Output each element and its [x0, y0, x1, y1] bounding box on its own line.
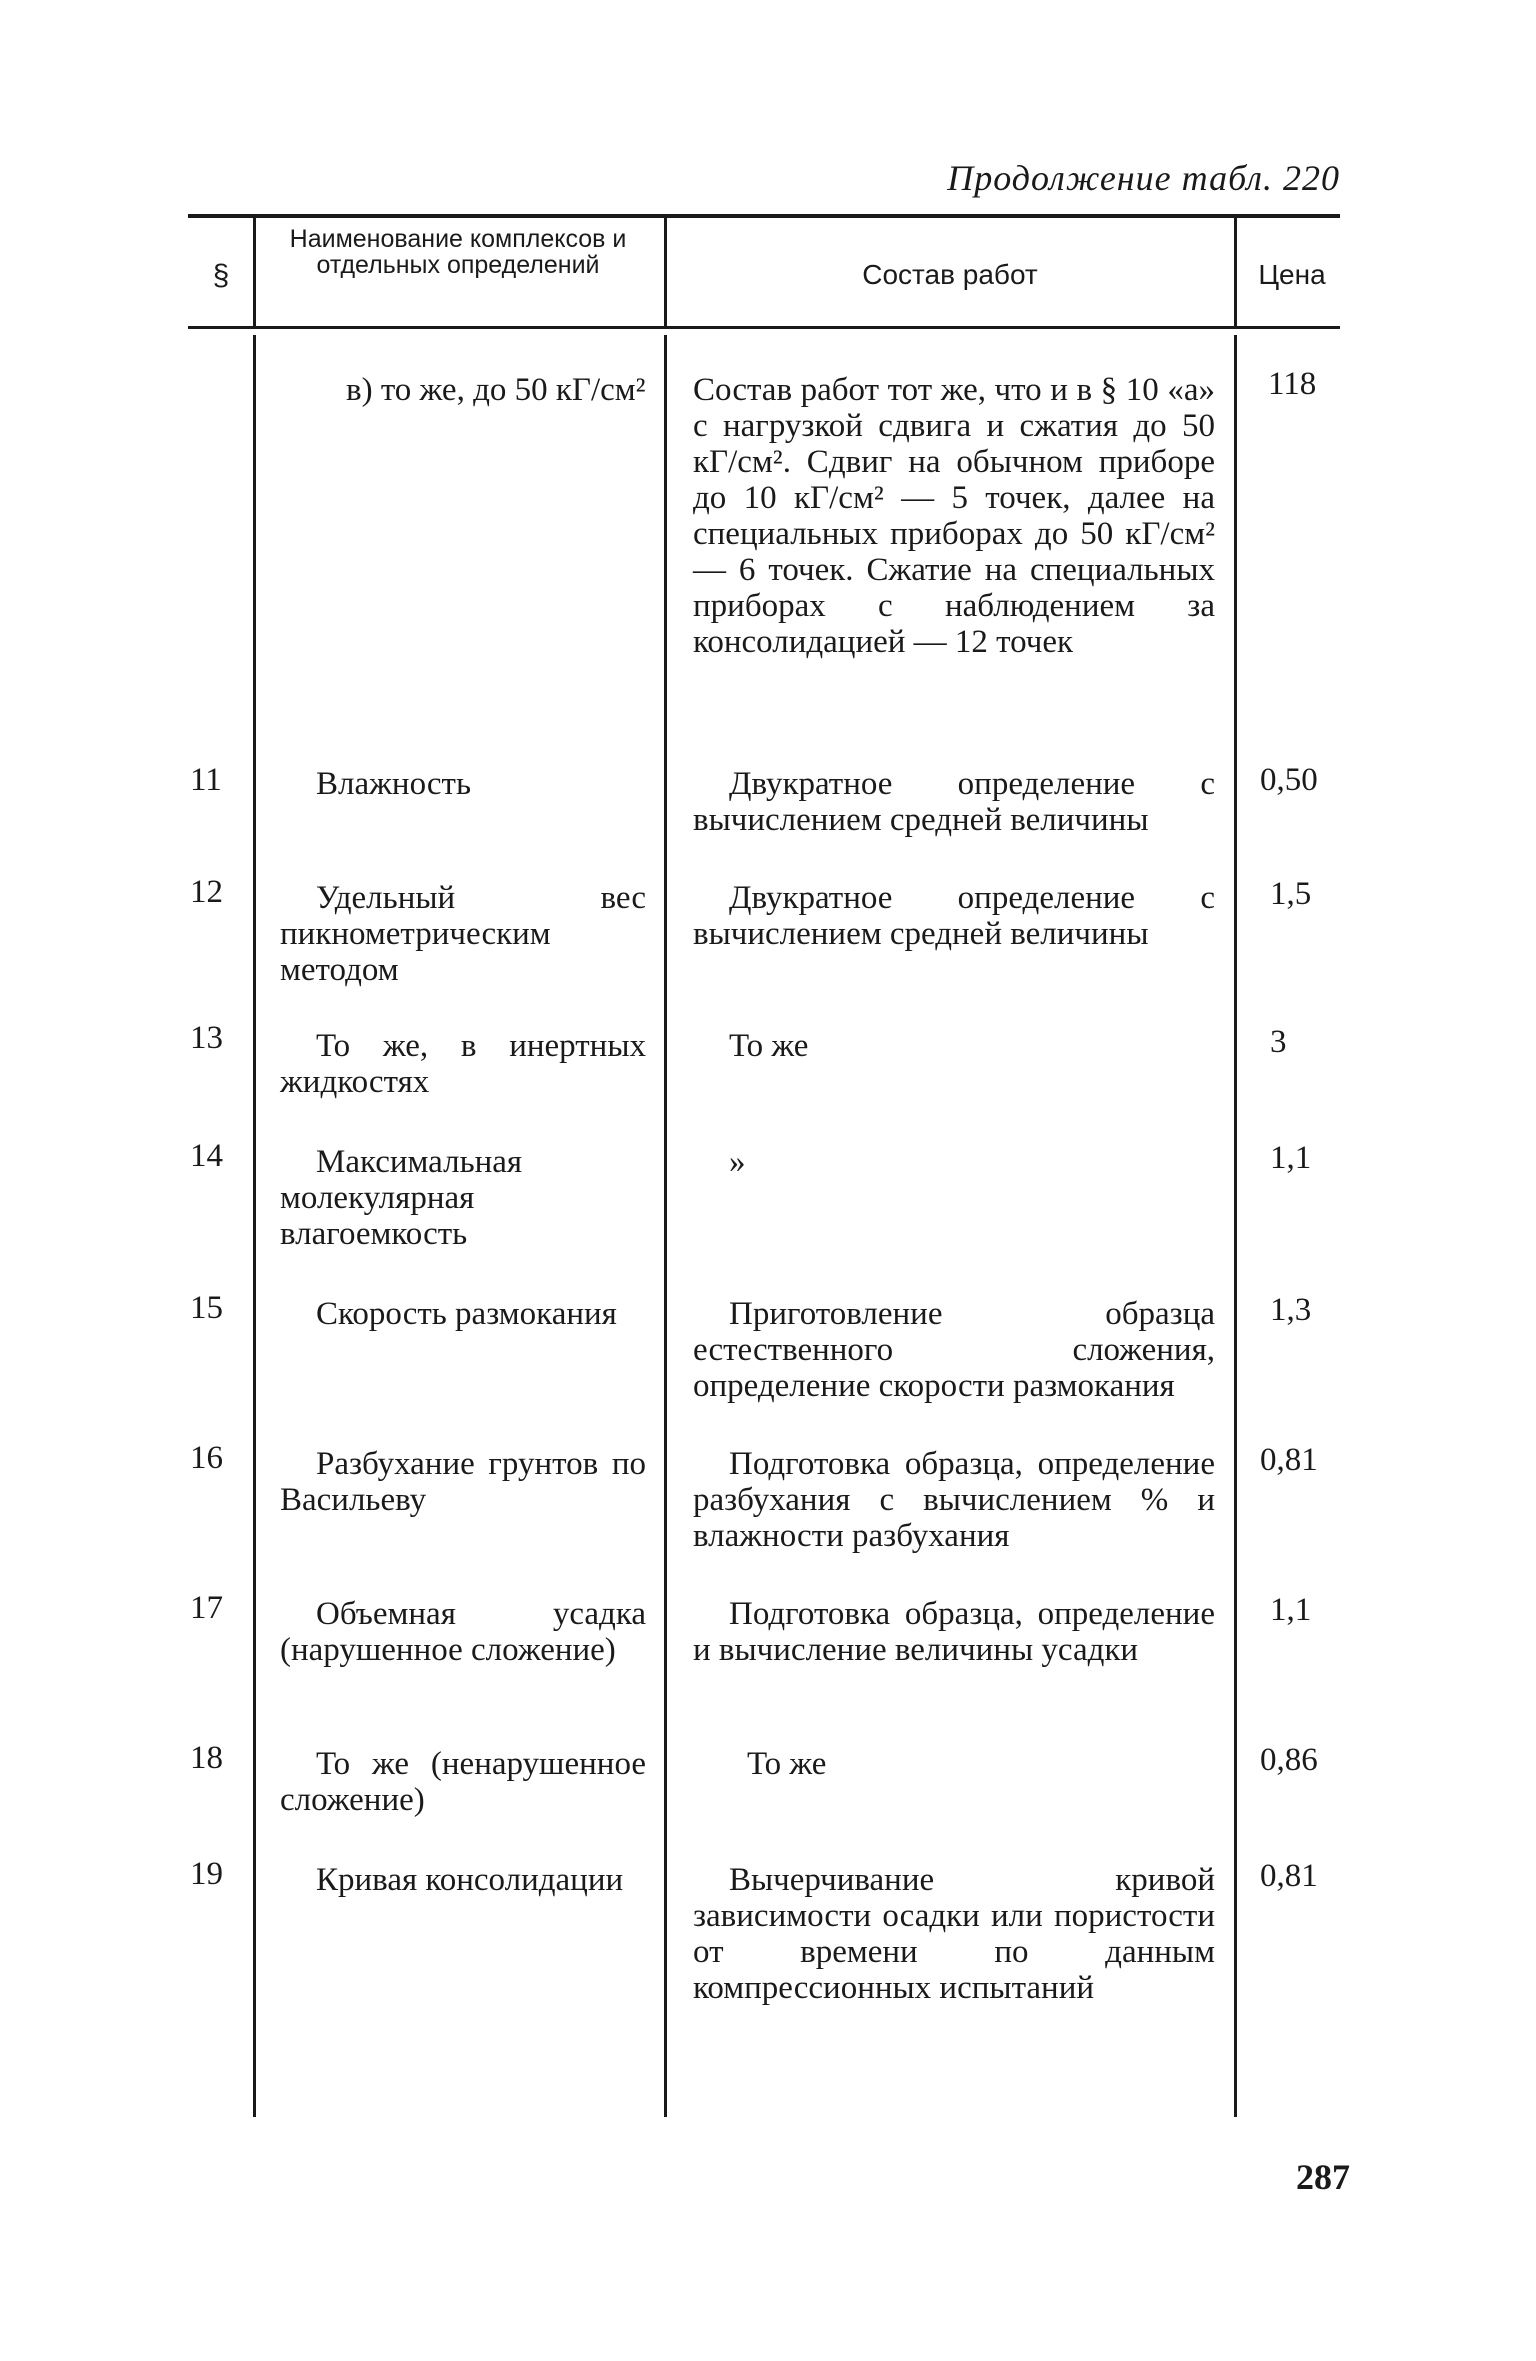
row-name: Влажность — [316, 766, 472, 802]
row-price: 1,1 — [1270, 1592, 1312, 1628]
row-number: 14 — [190, 1138, 223, 1174]
row-name: Максимальная молекулярная влагоемкость — [280, 1144, 523, 1252]
row-number: 18 — [190, 1740, 223, 1776]
row-number: 11 — [190, 762, 222, 798]
row-work: Подготовка образца, определение разбухания с вычислением % и влажности разбухания — [693, 1446, 1215, 1554]
row-price: 0,50 — [1260, 762, 1318, 798]
row-name: Удельный вес пикнометрическим методом — [280, 880, 646, 988]
row-price: 1,1 — [1270, 1140, 1312, 1176]
row-work: » — [729, 1144, 746, 1180]
row-work: Подготовка образца, определение и вычисление величины усадки — [693, 1596, 1215, 1668]
page-number: 287 — [1296, 2157, 1350, 2197]
row-number: 15 — [190, 1290, 223, 1326]
row-price: 0,81 — [1260, 1442, 1318, 1478]
row-price: 1,3 — [1270, 1292, 1312, 1328]
row-price: 1,5 — [1270, 876, 1312, 912]
row-price: 0,86 — [1260, 1742, 1318, 1778]
row-price: 3 — [1270, 1024, 1287, 1060]
table-caption: Продолжение табл. 220 — [947, 158, 1340, 198]
row-price: 0,81 — [1260, 1858, 1318, 1894]
row-work: То же — [729, 1028, 809, 1064]
row-name: То же (ненарушенное сложение) — [280, 1746, 646, 1818]
top-rule — [188, 214, 1340, 218]
header-work: Состав работ — [862, 259, 1038, 290]
row-price: 118 — [1268, 366, 1317, 402]
header-section-sign: § — [212, 259, 230, 292]
header-divider-1 — [253, 218, 256, 326]
header-divider-2 — [664, 218, 667, 326]
row-number: 19 — [190, 1856, 223, 1892]
header-price: Цена — [1258, 259, 1326, 290]
row-number: 13 — [190, 1020, 223, 1056]
row-number: 16 — [190, 1440, 223, 1476]
header-divider-3 — [1234, 218, 1237, 326]
row-name: Скорость размокания — [316, 1296, 617, 1332]
body-divider-1 — [253, 335, 256, 2117]
row-work: Приготовление образца естественного сложения, определение скорости размокания — [693, 1296, 1215, 1404]
row-work: То же — [747, 1746, 827, 1782]
row-name: Кривая консолидации — [316, 1862, 624, 1898]
row-work: Вычерчивание кривой зависимости осадки или пористости от времени по данным компрессионных испытаний — [693, 1862, 1215, 2006]
row-name: в) то же, до 50 кГ/см² — [346, 372, 646, 408]
body-divider-2 — [664, 335, 667, 2117]
row-name: То же, в инертных жидкостях — [280, 1028, 646, 1100]
row-number: 12 — [190, 874, 223, 910]
row-name: Разбухание грунтов по Васильеву — [280, 1446, 646, 1518]
row-work: Двукратное определение с вычислением средней величины — [693, 766, 1215, 838]
header-bottom-rule — [188, 326, 1340, 329]
row-name: Объемная усадка (нарушенное сложение) — [280, 1596, 646, 1668]
row-number: 17 — [190, 1590, 223, 1626]
header-name: Наименование комплексов и отдельных определений — [289, 225, 627, 280]
row-work: Двукратное определение с вычислением средней величины — [693, 880, 1215, 952]
row-work: Состав работ тот же, что и в § 10 «а» с нагрузкой сдвига и сжатия до 50 кГ/см². Сдвиг на обычном приборе до 10 кГ/см² — 5 точек, далее на специальных приборах до 50 кГ/см² — 6 точек. Сжатие на специальных приборах с наблюдением за консолидацией — 12 точек — [693, 372, 1215, 660]
body-divider-3 — [1234, 335, 1237, 2117]
